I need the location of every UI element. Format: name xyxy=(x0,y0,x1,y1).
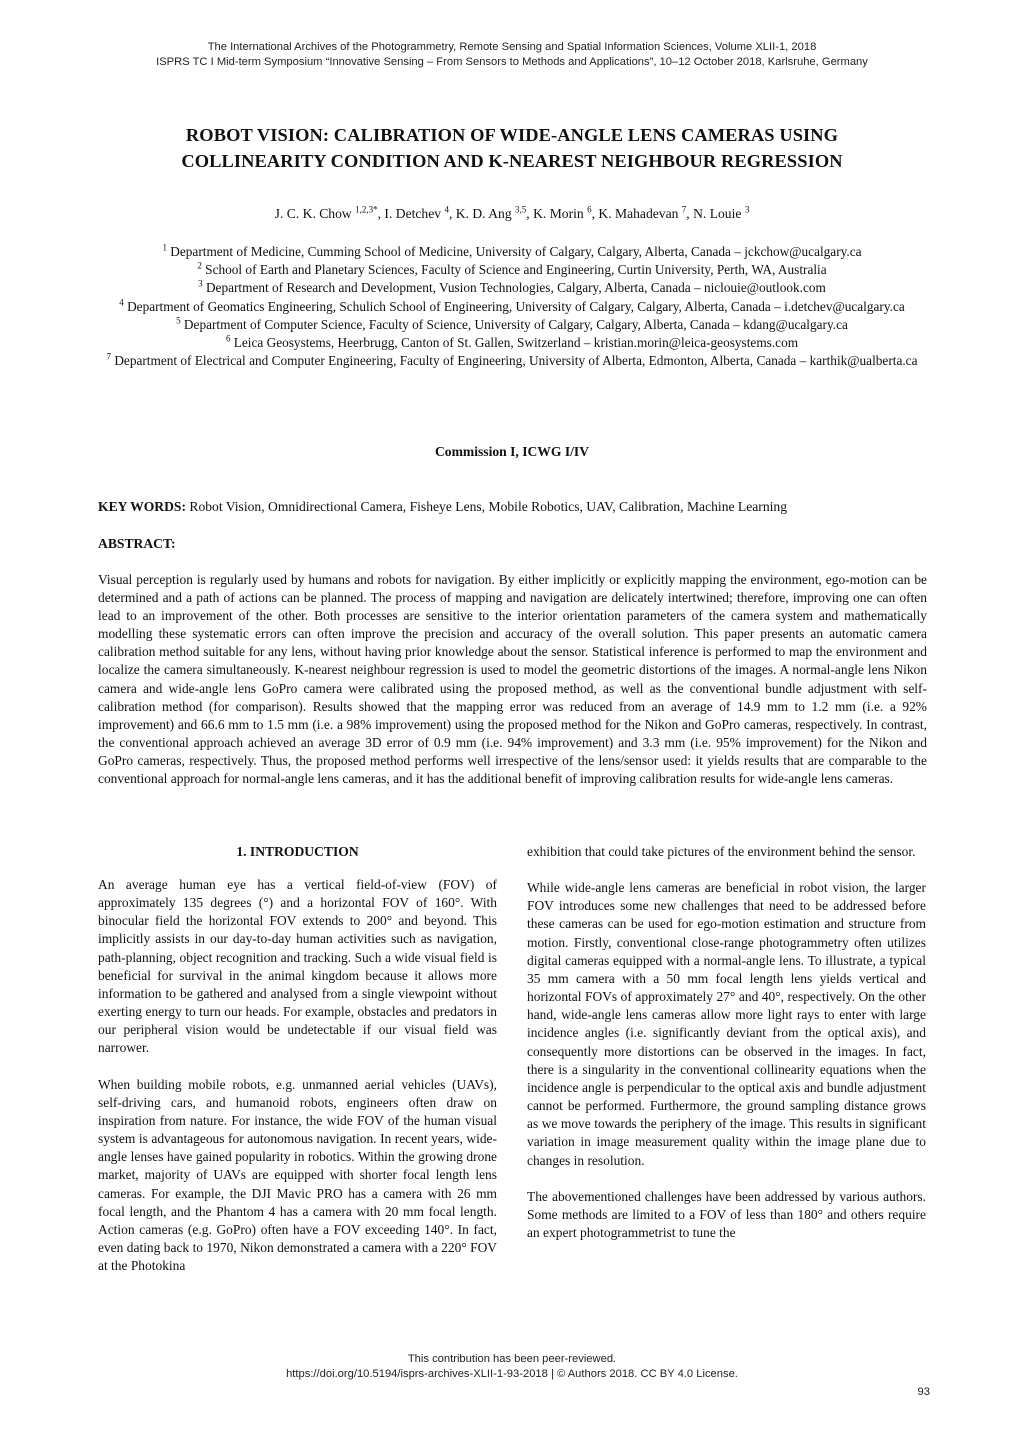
paragraph: The abovementioned challenges have been addressed by various authors. Some methods are limited to a FOV of less than 180° and others require an expert photogrammetrist to tune the xyxy=(527,1188,926,1240)
keywords xyxy=(98,498,928,516)
affiliation: $^2$ School of Earth and Planetary Sciences, Faculty of Science and Engineering, Curtin University, Perth, WA, Australia xyxy=(197,260,827,278)
keywords-label: KEY WORDS: xyxy=(98,499,186,514)
footer-doi-link[interactable]: https://doi.org/10.5194/isprs-archives-XLII-1-93-2018 | © Authors 2018. CC BY 4.0 License. xyxy=(286,1368,738,1380)
left-column xyxy=(98,843,497,1293)
affiliation: $^7$ Department of Electrical and Computer Engineering, Faculty of Engineering, University of Alberta, Edmonton, Alberta, Canada – karthik@ualberta.ca xyxy=(106,351,918,369)
author: I. Detchev $^4$, xyxy=(384,204,456,221)
author: K. Morin $^6$, xyxy=(533,204,599,221)
author: K. D. Ang $^{3,5}$, xyxy=(455,204,534,221)
header-line-2: ISPRS TC I Mid-term Symposium “Innovative Sensing – From Sensors to Methods and Applications”, 10–12 October 2018, Karlsruhe, Germany xyxy=(156,56,868,68)
author: N. Louie $^3$ xyxy=(693,204,750,221)
page-number: 93 xyxy=(917,1386,930,1398)
affiliation: $^5$ Department of Computer Science, Faculty of Science, University of Calgary, Calgary, Alberta, Canada – kdang@ucalgary.ca xyxy=(176,315,848,332)
header-line-1: The International Archives of the Photogrammetry, Remote Sensing and Spatial Information Sciences, Volume XLII-1, 2018 xyxy=(207,41,817,53)
footer-line-1: This contribution has been peer-reviewed. xyxy=(407,1353,617,1365)
paragraph: An average human eye has a vertical field-of-view (FOV) of approximately 135 degrees (°) and a horizontal FOV of 160°. With binocular field the horizontal FOV extends to 200° and beyond. This implicitly assists in our day-to-day human activities such as navigation, path-planning, object recognition and tracking. Such a wide visual field is beneficial for survival in the animal kingdom because it allows more information to be gathered and analysed from a single viewpoint without exerting energy to turn our heads. For example, obstacles and predators in our peripheral vision would be undetectable if our visual field was narrower. xyxy=(98,877,497,1056)
author: K. Mahadevan $^7$, xyxy=(598,204,694,221)
section-heading: 1. INTRODUCTION xyxy=(236,844,359,859)
commission-label: Commission I, ICWG I/IV xyxy=(434,444,590,459)
paper-title xyxy=(60,122,964,174)
title-line-2: COLLINEARITY CONDITION AND K-NEAREST NEIGHBOUR REGRESSION xyxy=(181,151,843,171)
running-header xyxy=(0,40,1024,70)
keywords-text: Robot Vision, Omnidirectional Camera, Fisheye Lens, Mobile Robotics, UAV, Calibration, Machine Learning xyxy=(186,499,787,514)
title-line-1: ROBOT VISION: CALIBRATION OF WIDE-ANGLE LENS CAMERAS USING xyxy=(185,125,839,145)
affiliation-list xyxy=(70,243,954,370)
abstract-heading: ABSTRACT: xyxy=(98,536,176,551)
affiliation: $^6$ Leica Geosystems, Heerbrugg, Canton of St. Gallen, Switzerland – kristian.morin@leica-geosystems.com xyxy=(225,333,799,351)
paragraph: exhibition that could take pictures of the environment behind the sensor. xyxy=(527,844,916,859)
right-column xyxy=(527,843,926,1260)
paragraph: While wide-angle lens cameras are beneficial in robot vision, the larger FOV introduces some new challenges that need to be addressed before these cameras can be used for ego-motion estimation and structure from motion. Firstly, conventional close-range photogrammetry often utilizes digital cameras equipped with a normal-angle lens. To illustrate, a typical 35 mm camera with a 50 mm focal length lens yields vertical and horizontal FOVs of approximately 27° and 40°, respectively. On the other hand, wide-angle lens cameras allow more light rays to enter with large incidence angles (i.e. significantly deviant from the optical axis), and consequently more distortions can be observed in the images. In fact, there is a singularity in the conventional collinearity equations when the incidence angle is perpendicular to the optical axis and bundle adjustment cannot be performed. Furthermore, the ground sampling distance grows as we move towards the periphery of the image. This results in significant variation in image measurement quality within the image plane due to changes in resolution. xyxy=(527,880,926,1168)
affiliation: $^3$ Department of Research and Development, Vusion Technologies, Calgary, Alberta, Canada – niclouie@outlook.com xyxy=(198,278,826,296)
author-list xyxy=(0,205,1024,223)
affiliation: $^4$ Department of Geomatics Engineering, Schulich School of Engineering, University of Calgary, Calgary, Alberta, Canada – i.detchev@ucalgary.ca xyxy=(119,297,905,314)
page-footer xyxy=(0,1352,1024,1382)
author: J. C. K. Chow $^{1,2,3*}$, xyxy=(274,204,385,221)
paragraph: When building mobile robots, e.g. unmanned aerial vehicles (UAVs), self-driving cars, and humanoid robots, engineers often draw on inspiration from nature. For instance, the wide FOV of the human visual system is advantageous for autonomous navigation. In recent years, wide-angle lenses have gained popularity in robotics. Within the growing drone market, majority of UAVs are equipped with shorter focal length lens cameras. For example, the DJI Mavic PRO has a camera with 26 mm focal length, and the Phantom 4 has a camera with 20 mm focal length. Action cameras (e.g. GoPro) often have a FOV exceeding 140°. In fact, even dating back to 1970, Nikon demonstrated a camera with a 220° FOV at the Photokina xyxy=(98,1076,497,1274)
abstract-body: Visual perception is regularly used by humans and robots for navigation. By either implicitly or explicitly mapping the environment, ego-motion can be determined and a path of actions can be planned. The process of mapping and navigation are delicately intertwined; therefore, improving one can often lead to an improvement of the other. Both processes are sensitive to the interior orientation parameters of the camera system and mathematically modelling these systematic errors can often improve the precision and accuracy of the overall solution. This paper presents an automatic camera calibration method suitable for any lens, without having prior knowledge about the sensor. Statistical inference is performed to map the environment and localize the camera simultaneously. K-nearest neighbour regression is used to model the geometric distortions of the images. A normal-angle lens Nikon camera and wide-angle lens GoPro camera were calibrated using the proposed method, as well as the conventional bundle adjustment with self-calibration method (for comparison). Results showed that the mapping error was reduced from an average of 14.9 mm to 1.2 mm (i.e. a 92% improvement) and 66.6 mm to 1.5 mm (i.e. a 98% improvement) using the proposed method for the Nikon and GoPro cameras, respectively. In contrast, the conventional approach achieved an average 3D error of 0.9 mm (i.e. 94% improvement) and 3.3 mm (i.e. 95% improvement) for the Nikon and GoPro cameras, respectively. Thus, the proposed method performs well irrespective of the lens/sensor used: it yields results that are comparable to the conventional approach for normal-angle lens cameras, and it has the additional benefit of improving calibration results for wide-angle lens cameras. xyxy=(98,572,927,787)
affiliation: $^1$ Department of Medicine, Cumming School of Medicine, University of Calgary, Calgary, Alberta, Canada – jckchow@ucalgary.ca xyxy=(162,242,862,259)
